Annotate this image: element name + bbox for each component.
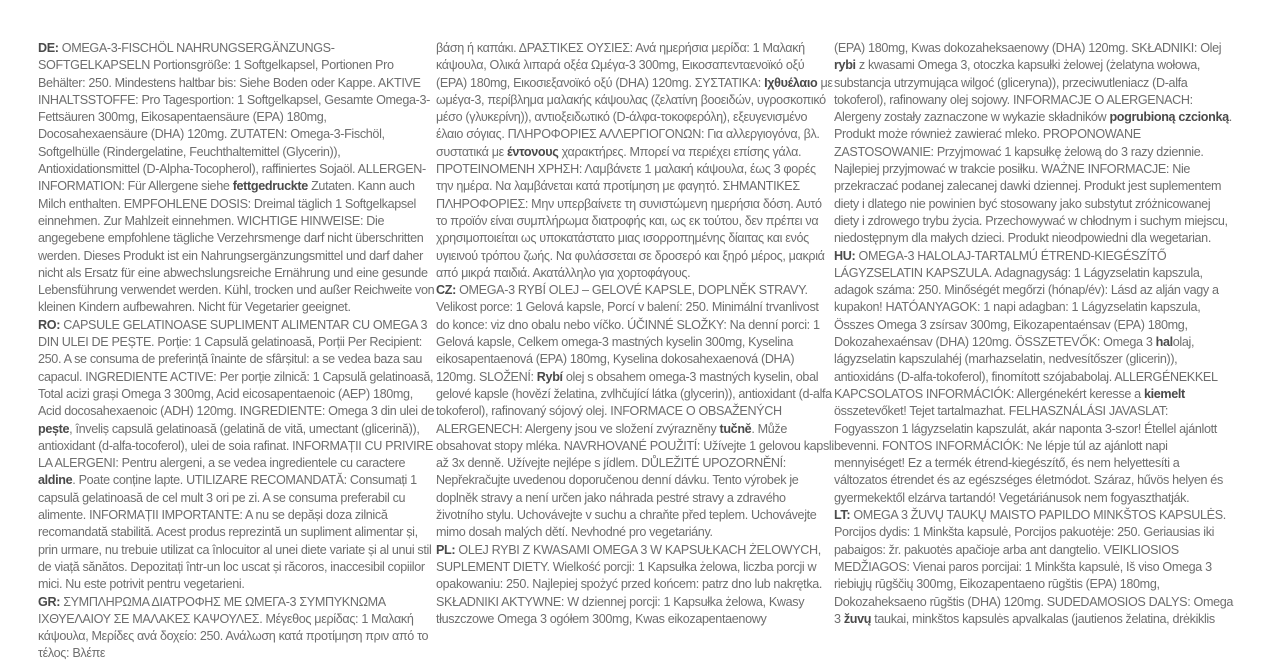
label-text: Zutaten. Kann auch Milch enthalten. EMPFOHLENE DOSIS: Dreimal täglich 1 Softgelkapsel einnehmen. Zur Mahlzeit einnehmen. WICHTIGE HINWEISE: Die angegebene empfohlene tägliche Verzehrsmenge darf nicht überschritten werden. Dieses Produkt ist ein Nahrungsergänzungsmittel und darf daher nicht als Ersatz für eine abwechslungsreiche Ernährung und eine gesunde Lebensführung verwendet werden. Kühl, trocken und außer Reichweite von kleinen Kindern aufbewahren. Nicht für Vegetarier geeignet. (38, 179, 435, 315)
allergen-highlight: aldine (38, 473, 73, 488)
label-text: χαρακτήρες. Μπορεί να περιέχει επίσης γάλα. ΠΡΟΤΕΙΝΟΜΕΝΗ ΧΡΗΣΗ: Λαμβάνετε 1 μαλακή κάψουλα, έως 3 φορές την ημέρα. Να λαμβάνεται κατά προτίμηση με φαγητό. ΣΗΜΑΝΤΙΚΕΣ ΠΛΗΡΟΦΟΡΙΕΣ: Μην υπερβαίνετε τη συνιστώμενη ημερήσια δόση. Αυτό το προϊόν είναι συμπλήρωμα διατροφής και, ως εκ τούτου, δεν πρέπει να χρησιμοποιείται ως υποκατάστατο μιας ισορροπημένης δίαιτας και ενός υγιεινού τρόπου ζωής. Να φυλάσσεται σε δροσερό και ξηρό μέρος, μακριά από μικρά παιδιά. Ακατάλληλο για χορτοφάγους. (436, 144, 825, 280)
label-text: OMEGA-3 RYBÍ OLEJ – GELOVÉ KAPSLE, DOPLNĚK STRAVY. Velikost porce: 1 Gelová kapsle, Porcí v balení: 250. Minimální trvanlivost do konce: viz dno obalu nebo víčko. ÚČINNÉ SLOŽKY: Na denní porci: 1 Gelová kapsle, Celkem omega-3 mastných kyselin 300mg, Kyselina eikosapentaenová (EPA) 180mg, Kyselina dokosahexaenová (DHA) 120mg. SLOŽENÍ: (436, 283, 820, 384)
language-code: HU: (834, 248, 856, 263)
language-code: DE: (38, 41, 59, 55)
allergen-highlight: kiemelt (1143, 386, 1185, 401)
allergen-highlight: έντονους (507, 144, 559, 159)
label-text: (EPA) 180mg, Kwas dokozaheksaenowy (DHA) 120mg. SKŁADNIKI: Olej (834, 41, 1222, 55)
language-block (834, 248, 1234, 507)
text-column-3 (834, 40, 1234, 660)
label-text: με ωμέγα-3, περίβλημα μαλακής κάψουλας (ζελατίνη βοοειδών, υγροσκοπικό μέσο (γλυκερίνη)), αντιοξειδωτικό (D-άλφα-τοκοφερόλη), εξευγενισμένο έλαιο σόγιας. ΠΛΗΡΟΦΟΡΙΕΣ ΑΛΛΕΡΓΙΟΓΟΝΩΝ: Για αλλεργιογόνα, βλ. συστατικά με (436, 75, 833, 159)
language-code: LT: (834, 508, 851, 523)
label-text: összetevőket! Tejet tartalmazhat. FELHASZNÁLÁSI JAVASLAT: Fogyasszon 1 lágyzselatin kapszulát, akár naponta 3-szor! Étellel ajánlott bevenni. FONTOS INFORMÁCIÓK: Ne lépje túl az ajánlott napi mennyiséget! Ez a termék étrend-kiegészítő, és nem helyettesíti a változatos étrendet és az egészséges életmódot. Száraz, hűvös helyen és gyermekektől elzárva tartandó! Vegetáriánusok nem fogyaszthatják. (834, 404, 1223, 505)
allergen-highlight: žuvų (843, 611, 872, 626)
language-block (834, 507, 1234, 628)
language-block (38, 317, 436, 594)
allergen-highlight: tučně (719, 421, 752, 436)
language-block (436, 542, 834, 628)
language-code: PL: (436, 542, 456, 557)
label-text: . Může obsahovat stopy mléka. NAVRHOVANÉ POUŽITÍ: Užívejte 1 gelovou kapsli až 3x denně. Užívejte nejlépe s jídlem. DŮLEŽITÉ UPOZORNĚNÍ: Nepřekračujte uvedenou doporučenou denní dávku. Tento výrobek je doplněk stravy a není určen jako náhrada pestré stravy a zdravého životního stylu. Uchovávejte v suchu a chraňte před teplem. Uchovávejte mimo dosah malých dětí. Nevhodné pro vegetariány. (436, 421, 834, 540)
language-block (834, 40, 1234, 248)
allergen-highlight: rybi (834, 58, 856, 73)
label-text: , înveliș capsulă gelatinoasă (gelatină de vită, umectant (glicerină)), antioxidant (d-alfa-tocoferol), ulei de soia rafinat. INFORMAȚII CU PRIVIRE LA ALERGENI: Pentru alergeni, a se vedea ingredientele cu caractere (38, 421, 434, 471)
label-text: OMEGA-3 HALOLAJ-TARTALMÚ ÉTREND-KIEGÉSZÍTŐ LÁGYZSELATIN KAPSZULA. Adagnagyság: 1 Lágyzselatin kapszula, adagok száma: 250. Minőségét megőrzi (hónap/év): Lásd az alján vagy a kupakon! HATÓANYAGOK: 1 napi adagban: 1 Lágyzselatin kapszula, Összes Omega 3 zsírsav 300mg, Eikozapentaénsav (EPA) 180mg, Dokozahexaénsav (DHA) 120mg. ÖSSZETEVŐK: Omega 3 (834, 248, 1219, 350)
language-block (38, 594, 436, 661)
label-text: CAPSULE GELATINOASE SUPLIMENT ALIMENTAR CU OMEGA 3 DIN ULEI DE PEȘTE. Porție: 1 Capsulă gelatinoasă, Porții Per Recipient: 250. A se consuma de preferință înainte de sfârșitul: a se vedea baza sau capacul. INGREDIENTE ACTIVE: Per porție zilnică: 1 Capsulă gelatinoasă, Total acizi grași Omega 3 300mg, Acid eicosapentaenoic (AEP) 180mg, Acid docosahexaenoic (ADH) 120mg. INGREDIENTE: Omega 3 din ulei de (38, 317, 435, 419)
label-text: z kwasami Omega 3, otoczka kapsułki żelowej (żelatyna wołowa, substancja utrzymująca wilgoć (gliceryna)), przeciwutleniacz (D-alfa tokoferol), rafinowany olej sojowy. INFORMACJE O ALERGENACH: Alergeny zostały zaznaczone w wykazie składników (834, 58, 1201, 125)
language-code: RO: (38, 317, 61, 332)
language-block (38, 40, 436, 317)
allergen-highlight: Rybí (536, 369, 563, 384)
label-text: . Produkt może również zawierać mleko. PROPONOWANE ZASTOSOWANIE: Przyjmować 1 kapsułkę żelową do 3 razy dziennie. Najlepiej przyjmować w trakcie posiłku. WAŻNE INFORMACJE: Nie przekraczać podanej zalecanej dawki dziennej. Produkt jest suplementem diety i dlatego nie powinien być stosowany jako substytut zróżnicowanej diety i zdrowego trybu życia. Przechowywać w chłodnym i suchym miejscu, niedostępnym dla małych dzieci. Produkt nieodpowiedni dla wegetarian. (834, 110, 1232, 246)
allergen-highlight: fettgedruckte (232, 179, 308, 194)
label-text: . Poate conține lapte. UTILIZARE RECOMANDATĂ: Consumați 1 capsulă gelatinoasă de cel mult 3 ori pe zi. A se consuma preferabil cu alimente. INFORMAȚII IMPORTANTE: A nu se depăși doza zilnică recomandată stabilită. Acest produs reprezintă un supliment alimentar și, prin urmare, nu trebuie utilizat ca înlocuitor al unei diete variate și al unui stil de viață sănătos. Depozitați într-un loc uscat și răcoros, inaccesibil copiilor mici. Nu este potrivit pentru vegetarieni. (38, 473, 432, 592)
language-code: CZ: (436, 283, 456, 298)
text-column-1 (38, 40, 436, 660)
label-text: βάση ή καπάκι. ΔΡΑΣΤΙΚΕΣ ΟΥΣΙΕΣ: Ανά ημερήσια μερίδα: 1 Μαλακή κάψουλα, Ολικά λιπαρά οξέα Ωμέγα-3 300mg, Εικοσαπενταενοϊκό οξύ (EPA) 180mg, Εικοσιεξανοϊκό οξύ (DHA) 120mg. ΣΥΣΤΑΤΙΚΑ: (436, 41, 805, 90)
allergen-highlight: Ιχθυέλαιο (764, 75, 818, 90)
text-column-2 (436, 40, 834, 660)
label-text: OLEJ RYBI Z KWASAMI OMEGA 3 W KAPSUŁKACH ŻELOWYCH, SUPLEMENT DIETY. Wielkość porcji: 1 Kapsułka żelowa, liczba porcji w opakowaniu: 250. Najlepiej spożyć przed końcem: patrz dno lub nakrętka. SKŁADNIKI AKTYWNE: W dziennej porcji: 1 Kapsułka żelowa, Kwasy tłuszczowe Omega 3 ogółem 300mg, Kwas eikozapentaenowy (436, 542, 823, 626)
allergen-highlight: hal (1155, 335, 1173, 350)
label-text: OMEGA-3-FISCHÖL NAHRUNGSERGÄNZUNGS-SOFTGELKAPSELN Portionsgröße: 1 Softgelkapsel, Portionen Pro Behälter: 250. Mindestens haltbar bis: Siehe Boden oder Kappe. AKTIVE INHALTSSTOFFE: Pro Tagesportion: 1 Softgelkapsel, Gesamte Omega-3-Fettsäuren 300mg, Eikosapentaensäure (EPA) 180mg, Docosahexaensäure (DHA) 120mg. ZUTATEN: Omega-3-Fischöl, Softgelhülle (Rindergelatine, Feuchthaltemittel (Glycerin)), Antioxidationsmittel (D-Alpha-Tocopherol), raffiniertes Sojaöl. ALLERGEN-INFORMATION: Für Allergene siehe (38, 41, 430, 194)
allergen-highlight: pogrubioną czcionką (1109, 110, 1229, 125)
language-block (436, 282, 834, 541)
label-text: olej s obsahem omega-3 mastných kyselin, obal gelové kapsle (hovězí želatina, zvlhčující látka (glycerin)), antioxidant (d-alfa tokoferol), rafinovaný sójový olej. INFORMACE O OBSAŽENÝCH ALERGENECH: Alergeny jsou ve složení zvýrazněny (436, 369, 832, 436)
language-code: GR: (38, 594, 61, 609)
label-text: OMEGA 3 ŽUVŲ TAUKŲ MAISTO PAPILDO MINKŠTOS KAPSULĖS. Porcijos dydis: 1 Minkšta kapsulė, Porcijos pakuotėje: 250. Geriausias iki pabaigos: žr. pakuotės apačioje arba ant dangtelio. VEIKLIOSIOS MEDŽIAGOS: Vienai paros porcijai: 1 Minkšta kapsulė, Iš viso Omega 3 riebiųjų rūgščių 300mg, Eikozapentaeno rūgštis (EPA) 180mg, Dokozaheksaeno rūgštis (DHA) 120mg. SUDEDAMOSIOS DALYS: Omega 3 (834, 508, 1234, 626)
allergen-highlight: pește (38, 421, 70, 436)
label-text: olaj, lágyzselatin kapszulahéj (marhazselatin, nedvesítőszer (glicerin)), antioxidáns (D-alfa-tokoferol), finomított szójababolaj. ALLERGÉNEKKEL KAPCSOLATOS INFORMÁCIÓK: Allergénekért keresse a (834, 335, 1218, 401)
label-text: taukai, minkštos kapsulės apvalkalas (jautienos želatina, drėkiklis (871, 611, 1215, 626)
language-block (436, 40, 834, 282)
label-text: ΣΥΜΠΛΗΡΩΜΑ ΔΙΑΤΡΟΦΗΣ ΜΕ ΩΜΕΓΑ-3 ΣΥΜΠΥΚΝΩΜΑ ΙΧΘΥΕΛΑΙΟΥ ΣΕ ΜΑΛΑΚΕΣ ΚΑΨΟΥΛΕΣ. Μέγεθος μερίδας: 1 Μαλακή κάψουλα, Μερίδες ανά δοχείο: 250. Ανάλωση κατά προτίμηση πριν από το τέλος: Βλέπε (38, 594, 429, 660)
